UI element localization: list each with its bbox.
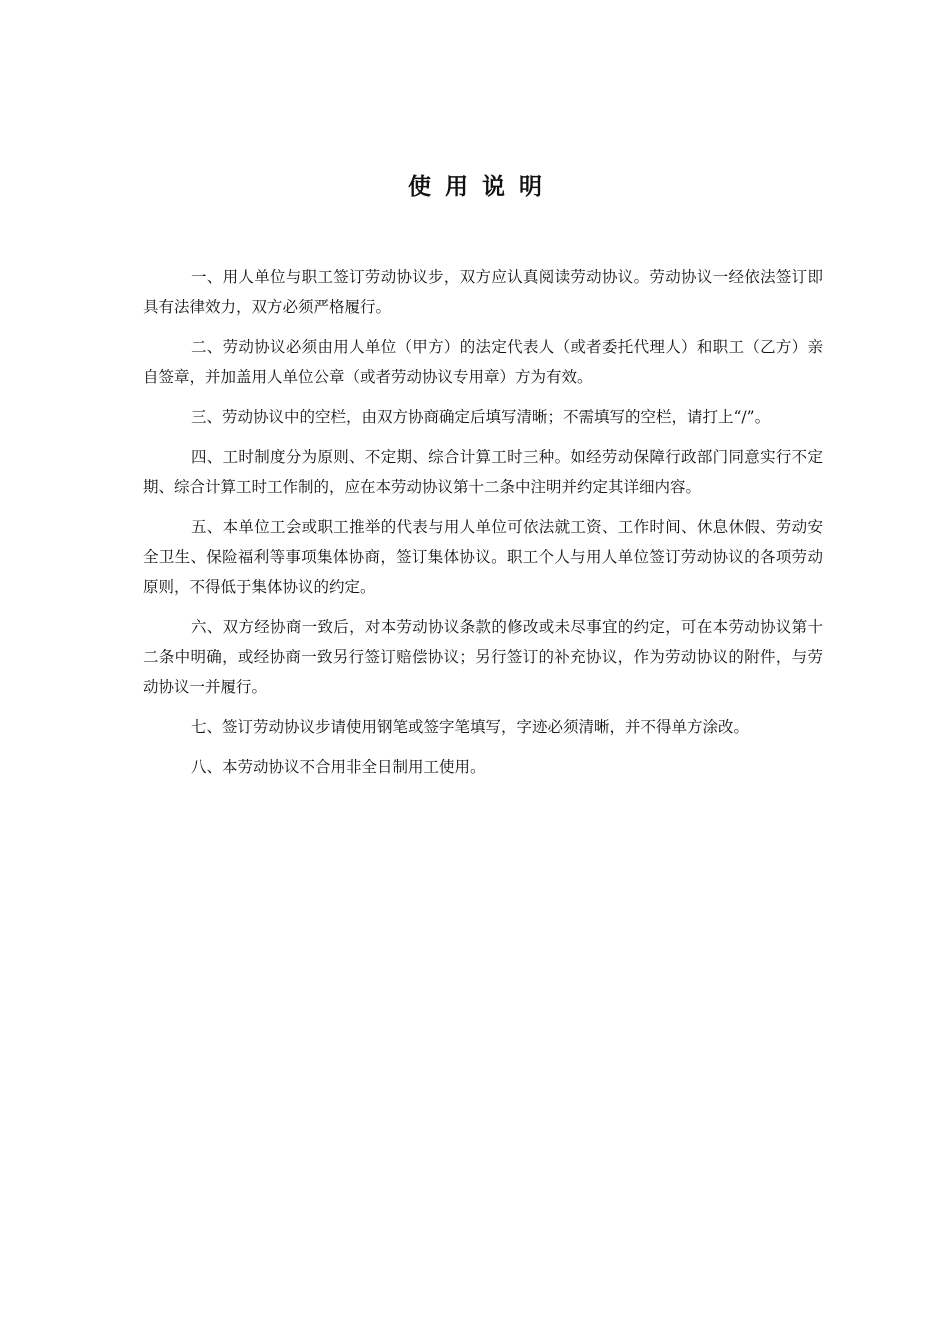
instruction-item-1: 一、用人单位与职工签订劳动协议步，双方应认真阅读劳动协议。劳动协议一经依法签订即具有法律效力，双方必须严格履行。	[143, 268, 823, 316]
instruction-item-4: 四、工时制度分为原则、不定期、综合计算工时三种。如经劳动保障行政部门同意实行不定期、综合计算工时工作制的，应在本劳动协议第十二条中注明并约定其详细内容。	[143, 448, 823, 496]
instruction-item-2: 二、劳动协议必须由用人单位（甲方）的法定代表人（或者委托代理人）和职工（乙方）亲自签章，并加盖用人单位公章（或者劳动协议专用章）方为有效。	[143, 338, 823, 386]
instruction-item-5: 五、本单位工会或职工推举的代表与用人单位可依法就工资、工作时间、休息休假、劳动安全卫生、保险福利等事项集体协商，签订集体协议。职工个人与用人单位签订劳动协议的各项劳动原则，不得低于集体协议的约定。	[143, 518, 823, 596]
instructions-body	[143, 262, 823, 792]
instruction-item-6: 六、双方经协商一致后，对本劳动协议条款的修改或未尽事宜的约定，可在本劳动协议第十二条中明确，或经协商一致另行签订赔偿协议；另行签订的补充协议，作为劳动协议的附件，与劳动协议一并履行。	[143, 618, 823, 696]
page-title: 使用说明	[408, 174, 556, 200]
instruction-item-8: 八、本劳动协议不合用非全日制用工使用。	[191, 758, 486, 776]
instruction-item-7: 七、签订劳动协议步请使用钢笔或签字笔填写，字迹必须清晰，并不得单方涂改。	[191, 718, 750, 736]
instruction-item-3: 三、劳动协议中的空栏，由双方协商确定后填写清晰；不需填写的空栏，请打上“/”。	[191, 408, 771, 426]
